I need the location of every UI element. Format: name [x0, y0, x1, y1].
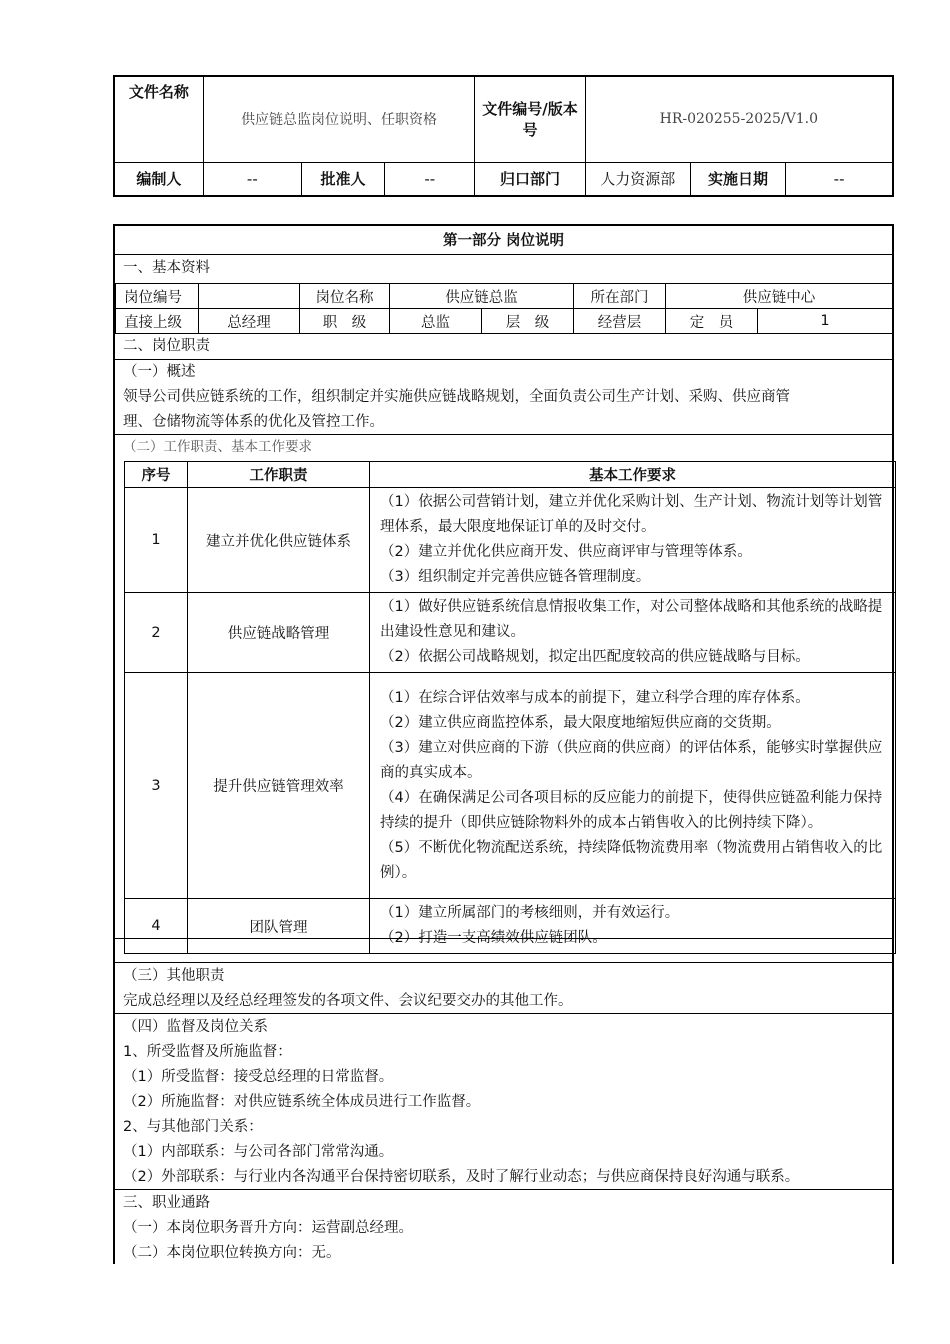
basic-cell: [199, 284, 300, 309]
table-row: [125, 673, 896, 899]
overview-line: 理、仓储物流等体系的优化及管控工作。: [123, 414, 384, 430]
supervision-title: （四）监督及岗位关系: [123, 1019, 268, 1035]
supervision-line: （2）外部联系：与行业内各沟通平台保持密切联系，及时了解行业动态；与供应商保持良好沟通与联系。: [123, 1169, 800, 1185]
document-header-table: [113, 75, 894, 197]
requirement-item: （3）组织制定并完善供应链各管理制度。: [380, 569, 651, 585]
file-name-value: 供应链总监岗位说明、任职资格: [203, 76, 475, 162]
basic-cell: 供应链总监: [390, 284, 574, 309]
basic-cell: 总监: [390, 309, 482, 334]
table-header: 序号: [125, 462, 188, 488]
row-number: 2: [125, 593, 188, 673]
row-requirements: [370, 899, 896, 954]
requirement-item: （1）依据公司营销计划，建立并优化采购计划、生产计划、物流计划等计划管理体系，最大限度地保证订单的及时交付。: [380, 494, 883, 535]
table-row: [125, 488, 896, 593]
basic-cell: 岗位编号: [116, 284, 199, 309]
duties-table: [124, 461, 896, 954]
table-header: 工作职责: [188, 462, 370, 488]
row-number: 4: [125, 899, 188, 954]
row-requirements: [370, 593, 896, 673]
supervision-line: （2）所施监督：对供应链系统全体成员进行工作监督。: [123, 1094, 481, 1110]
row-requirements: [370, 673, 896, 899]
requirement-item: （5）不断优化物流配送系统，持续降低物流费用率（物流费用占销售收入的比例）。: [380, 839, 883, 881]
file-no-value: HR-020255-2025/V1.0: [585, 76, 893, 162]
date-label: 实施日期: [690, 162, 785, 196]
job-description-body: [113, 224, 894, 1264]
requirement-item: （3）建立对供应商的下游（供应商的供应商）的评估体系，能够实时掌握供应商的真实成本。: [380, 739, 883, 781]
other-duties-title: （三）其他职责: [123, 968, 225, 984]
basic-cell: 经营层: [574, 309, 666, 334]
basic-cell: 所在部门: [574, 284, 666, 309]
row-number: 1: [125, 488, 188, 593]
supervision-line: （1）所受监督：接受总经理的日常监督。: [123, 1069, 394, 1085]
table-row: [125, 899, 896, 954]
basic-cell: 岗位名称: [300, 284, 390, 309]
editor-value: --: [203, 162, 301, 196]
duties-section-title: 二、岗位职责: [123, 338, 210, 354]
row-duty: 团队管理: [188, 899, 370, 954]
basic-cell: 总经理: [199, 309, 300, 334]
requirement-item: （1）建立所属部门的考核细则，并有效运行。: [380, 905, 680, 921]
supervision-line: （1）内部联系：与公司各部门常常沟通。: [123, 1144, 394, 1160]
basic-cell: 1: [758, 309, 893, 334]
career-line: （一）本岗位职务晋升方向：运营副总经理。: [123, 1220, 413, 1236]
requirement-item: （2）建立供应商监控体系，最大限度地缩短供应商的交货期。: [380, 714, 781, 731]
career-line: （二）本岗位职位转换方向：无。: [123, 1245, 341, 1261]
other-duties-text: 完成总经理以及经总经理签发的各项文件、会议纪要交办的其他工作。: [123, 993, 573, 1009]
approver-label: 批准人: [301, 162, 384, 196]
requirement-item: （2）依据公司战略规划，拟定出匹配度较高的供应链战略与目标。: [380, 649, 810, 665]
row-requirements: [370, 488, 896, 593]
editor-label: 编制人: [114, 162, 203, 196]
supervision-line: 2、与其他部门关系：: [123, 1119, 263, 1135]
overview-line: 领导公司供应链系统的工作，组织制定并实施供应链战略规划，全面负责公司生产计划、采购、供应商管: [123, 389, 790, 405]
basic-section-title: 一、基本资料: [123, 260, 210, 276]
requirement-item: （2）打造一支高绩效供应链团队。: [380, 930, 607, 946]
row-duty: 供应链战略管理: [188, 593, 370, 673]
basic-cell: 直接上级: [116, 309, 199, 334]
row-duty: 建立并优化供应链体系: [188, 488, 370, 593]
career-title: 三、职业通路: [123, 1195, 210, 1211]
table-header: 基本工作要求: [370, 462, 896, 488]
dept-value: 人力资源部: [585, 162, 690, 196]
date-value: --: [786, 162, 893, 196]
supervision-line: 1、所受监督及所施监督：: [123, 1044, 292, 1060]
file-no-label: 文件编号/版本号: [475, 76, 585, 162]
basic-cell: 定 员: [666, 309, 758, 334]
table-row: [125, 593, 896, 673]
row-duty: 提升供应链管理效率: [188, 673, 370, 899]
work-duties-title: （二）工作职责、基本工作要求: [123, 439, 312, 455]
dept-label: 归口部门: [475, 162, 585, 196]
requirement-item: （4）在确保满足公司各项目标的反应能力的前提下，使得供应链盈利能力保持持续的提升（即供应链除物料外的成本占销售收入的比例持续下降）。: [380, 789, 883, 831]
part1-title: 第一部分 岗位说明: [442, 233, 565, 249]
basic-cell: 供应链中心: [666, 284, 893, 309]
requirement-item: （1）在综合评估效率与成本的前提下，建立科学合理的库存体系。: [380, 689, 810, 706]
basic-cell: 层 级: [482, 309, 574, 334]
requirement-item: （2）建立并优化供应商开发、供应商评审与管理等体系。: [380, 544, 752, 560]
basic-info-table: [115, 283, 893, 334]
file-name-label: 文件名称: [114, 76, 203, 162]
approver-value: --: [385, 162, 475, 196]
basic-cell: 职 级: [300, 309, 390, 334]
requirement-item: （1）做好供应链系统信息情报收集工作，对公司整体战略和其他系统的战略提出建设性意见和建议。: [380, 599, 883, 640]
row-number: 3: [125, 673, 188, 899]
overview-title: （一）概述: [123, 364, 196, 380]
